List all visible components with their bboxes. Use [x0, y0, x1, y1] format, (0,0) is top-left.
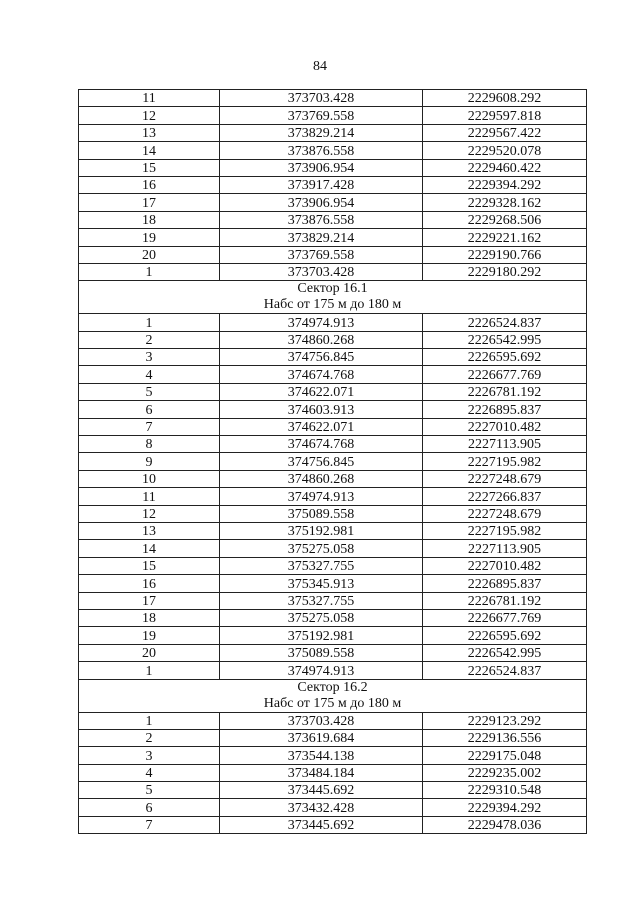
x-coordinate-cell: 374974.913 [220, 662, 423, 679]
point-number-cell: 4 [79, 366, 220, 383]
table-row [79, 194, 587, 211]
point-number-cell: 12 [79, 505, 220, 522]
y-coordinate-cell: 2229478.036 [423, 816, 587, 833]
x-coordinate-cell: 375327.755 [220, 557, 423, 574]
point-number-cell: 3 [79, 747, 220, 764]
point-number-cell: 1 [79, 662, 220, 679]
table-row [79, 747, 587, 764]
x-coordinate-cell: 373917.428 [220, 176, 423, 193]
x-coordinate-cell: 374674.768 [220, 366, 423, 383]
table-row [79, 246, 587, 263]
y-coordinate-cell: 2229520.078 [423, 142, 587, 159]
table-row [79, 505, 587, 522]
point-number-cell: 15 [79, 159, 220, 176]
table-row [79, 383, 587, 400]
table-row [79, 627, 587, 644]
table-row [79, 729, 587, 746]
table-row [79, 436, 587, 453]
point-number-cell: 11 [79, 488, 220, 505]
y-coordinate-cell: 2229221.162 [423, 229, 587, 246]
y-coordinate-cell: 2229608.292 [423, 90, 587, 107]
y-coordinate-cell: 2226595.692 [423, 627, 587, 644]
table-row [79, 159, 587, 176]
table-row [79, 124, 587, 141]
y-coordinate-cell: 2229235.002 [423, 764, 587, 781]
altitude-range-row [79, 696, 587, 713]
table-row [79, 229, 587, 246]
x-coordinate-cell: 373445.692 [220, 782, 423, 799]
y-coordinate-cell: 2226781.192 [423, 383, 587, 400]
x-coordinate-cell: 374756.845 [220, 453, 423, 470]
point-number-cell: 2 [79, 331, 220, 348]
point-number-cell: 8 [79, 436, 220, 453]
page-number: 84 [313, 59, 327, 74]
y-coordinate-cell: 2229190.766 [423, 246, 587, 263]
x-coordinate-cell: 375089.558 [220, 505, 423, 522]
x-coordinate-cell: 373703.428 [220, 712, 423, 729]
point-number-cell: 4 [79, 764, 220, 781]
point-number-cell: 6 [79, 401, 220, 418]
x-coordinate-cell: 374974.913 [220, 314, 423, 331]
y-coordinate-cell: 2229394.292 [423, 176, 587, 193]
y-coordinate-cell: 2226895.837 [423, 401, 587, 418]
x-coordinate-cell: 374622.071 [220, 383, 423, 400]
x-coordinate-cell: 373703.428 [220, 263, 423, 280]
y-coordinate-cell: 2226595.692 [423, 349, 587, 366]
y-coordinate-cell: 2229268.506 [423, 211, 587, 228]
x-coordinate-cell: 373484.184 [220, 764, 423, 781]
x-coordinate-cell: 374860.268 [220, 331, 423, 348]
y-coordinate-cell: 2227010.482 [423, 418, 587, 435]
x-coordinate-cell: 375275.058 [220, 609, 423, 626]
x-coordinate-cell: 373432.428 [220, 799, 423, 816]
x-coordinate-cell: 373829.214 [220, 124, 423, 141]
x-coordinate-cell: 374603.913 [220, 401, 423, 418]
point-number-cell: 5 [79, 782, 220, 799]
y-coordinate-cell: 2229175.048 [423, 747, 587, 764]
x-coordinate-cell: 373876.558 [220, 211, 423, 228]
point-number-cell: 1 [79, 314, 220, 331]
y-coordinate-cell: 2229310.548 [423, 782, 587, 799]
point-number-cell: 10 [79, 470, 220, 487]
point-number-cell: 19 [79, 627, 220, 644]
sector-title: Сектор 16.2 [79, 679, 587, 696]
altitude-range: Набс от 175 м до 180 м [79, 696, 587, 713]
y-coordinate-cell: 2227113.905 [423, 540, 587, 557]
y-coordinate-cell: 2227010.482 [423, 557, 587, 574]
coordinates-table [78, 89, 587, 834]
y-coordinate-cell: 2226677.769 [423, 609, 587, 626]
table-row [79, 107, 587, 124]
altitude-range-row [79, 297, 587, 314]
x-coordinate-cell: 374756.845 [220, 349, 423, 366]
point-number-cell: 18 [79, 211, 220, 228]
y-coordinate-cell: 2229123.292 [423, 712, 587, 729]
point-number-cell: 19 [79, 229, 220, 246]
point-number-cell: 15 [79, 557, 220, 574]
table-row [79, 366, 587, 383]
x-coordinate-cell: 373703.428 [220, 90, 423, 107]
x-coordinate-cell: 374674.768 [220, 436, 423, 453]
x-coordinate-cell: 375089.558 [220, 644, 423, 661]
point-number-cell: 2 [79, 729, 220, 746]
point-number-cell: 9 [79, 453, 220, 470]
table-row [79, 799, 587, 816]
table-row [79, 662, 587, 679]
point-number-cell: 14 [79, 540, 220, 557]
table-row [79, 401, 587, 418]
y-coordinate-cell: 2229136.556 [423, 729, 587, 746]
x-coordinate-cell: 375192.981 [220, 522, 423, 539]
x-coordinate-cell: 373544.138 [220, 747, 423, 764]
table-row [79, 557, 587, 574]
table-row [79, 816, 587, 833]
x-coordinate-cell: 373829.214 [220, 229, 423, 246]
y-coordinate-cell: 2229597.818 [423, 107, 587, 124]
x-coordinate-cell: 373876.558 [220, 142, 423, 159]
x-coordinate-cell: 375345.913 [220, 575, 423, 592]
table-row [79, 644, 587, 661]
sector-header-row [79, 281, 587, 298]
point-number-cell: 11 [79, 90, 220, 107]
point-number-cell: 13 [79, 124, 220, 141]
table-row [79, 349, 587, 366]
table-row [79, 331, 587, 348]
coordinates-table-body [79, 90, 587, 834]
y-coordinate-cell: 2229460.422 [423, 159, 587, 176]
table-row [79, 540, 587, 557]
point-number-cell: 13 [79, 522, 220, 539]
table-row [79, 176, 587, 193]
y-coordinate-cell: 2229328.162 [423, 194, 587, 211]
table-row [79, 263, 587, 280]
table-row [79, 418, 587, 435]
table-row [79, 522, 587, 539]
x-coordinate-cell: 375192.981 [220, 627, 423, 644]
point-number-cell: 14 [79, 142, 220, 159]
table-row [79, 453, 587, 470]
sector-header-row [79, 679, 587, 696]
x-coordinate-cell: 374974.913 [220, 488, 423, 505]
y-coordinate-cell: 2226895.837 [423, 575, 587, 592]
y-coordinate-cell: 2226542.995 [423, 331, 587, 348]
point-number-cell: 16 [79, 176, 220, 193]
point-number-cell: 17 [79, 592, 220, 609]
x-coordinate-cell: 373769.558 [220, 246, 423, 263]
table-row [79, 314, 587, 331]
y-coordinate-cell: 2226524.837 [423, 662, 587, 679]
x-coordinate-cell: 375275.058 [220, 540, 423, 557]
y-coordinate-cell: 2229394.292 [423, 799, 587, 816]
x-coordinate-cell: 374622.071 [220, 418, 423, 435]
x-coordinate-cell: 373769.558 [220, 107, 423, 124]
table-row [79, 470, 587, 487]
y-coordinate-cell: 2229180.292 [423, 263, 587, 280]
table-row [79, 782, 587, 799]
point-number-cell: 6 [79, 799, 220, 816]
x-coordinate-cell: 373906.954 [220, 159, 423, 176]
point-number-cell: 3 [79, 349, 220, 366]
y-coordinate-cell: 2227195.982 [423, 522, 587, 539]
y-coordinate-cell: 2226677.769 [423, 366, 587, 383]
x-coordinate-cell: 374860.268 [220, 470, 423, 487]
y-coordinate-cell: 2226542.995 [423, 644, 587, 661]
sector-title: Сектор 16.1 [79, 281, 587, 298]
x-coordinate-cell: 373445.692 [220, 816, 423, 833]
point-number-cell: 20 [79, 644, 220, 661]
y-coordinate-cell: 2229567.422 [423, 124, 587, 141]
y-coordinate-cell: 2227113.905 [423, 436, 587, 453]
point-number-cell: 1 [79, 712, 220, 729]
point-number-cell: 20 [79, 246, 220, 263]
y-coordinate-cell: 2227248.679 [423, 470, 587, 487]
table-row [79, 764, 587, 781]
table-row [79, 90, 587, 107]
point-number-cell: 16 [79, 575, 220, 592]
y-coordinate-cell: 2226781.192 [423, 592, 587, 609]
x-coordinate-cell: 375327.755 [220, 592, 423, 609]
table-row [79, 609, 587, 626]
point-number-cell: 1 [79, 263, 220, 280]
table-row [79, 488, 587, 505]
point-number-cell: 12 [79, 107, 220, 124]
y-coordinate-cell: 2227248.679 [423, 505, 587, 522]
altitude-range: Набс от 175 м до 180 м [79, 297, 587, 314]
table-row [79, 575, 587, 592]
point-number-cell: 5 [79, 383, 220, 400]
point-number-cell: 17 [79, 194, 220, 211]
x-coordinate-cell: 373619.684 [220, 729, 423, 746]
y-coordinate-cell: 2227195.982 [423, 453, 587, 470]
y-coordinate-cell: 2226524.837 [423, 314, 587, 331]
table-row [79, 712, 587, 729]
x-coordinate-cell: 373906.954 [220, 194, 423, 211]
point-number-cell: 7 [79, 816, 220, 833]
point-number-cell: 7 [79, 418, 220, 435]
table-row [79, 142, 587, 159]
table-row [79, 211, 587, 228]
point-number-cell: 18 [79, 609, 220, 626]
table-row [79, 592, 587, 609]
y-coordinate-cell: 2227266.837 [423, 488, 587, 505]
